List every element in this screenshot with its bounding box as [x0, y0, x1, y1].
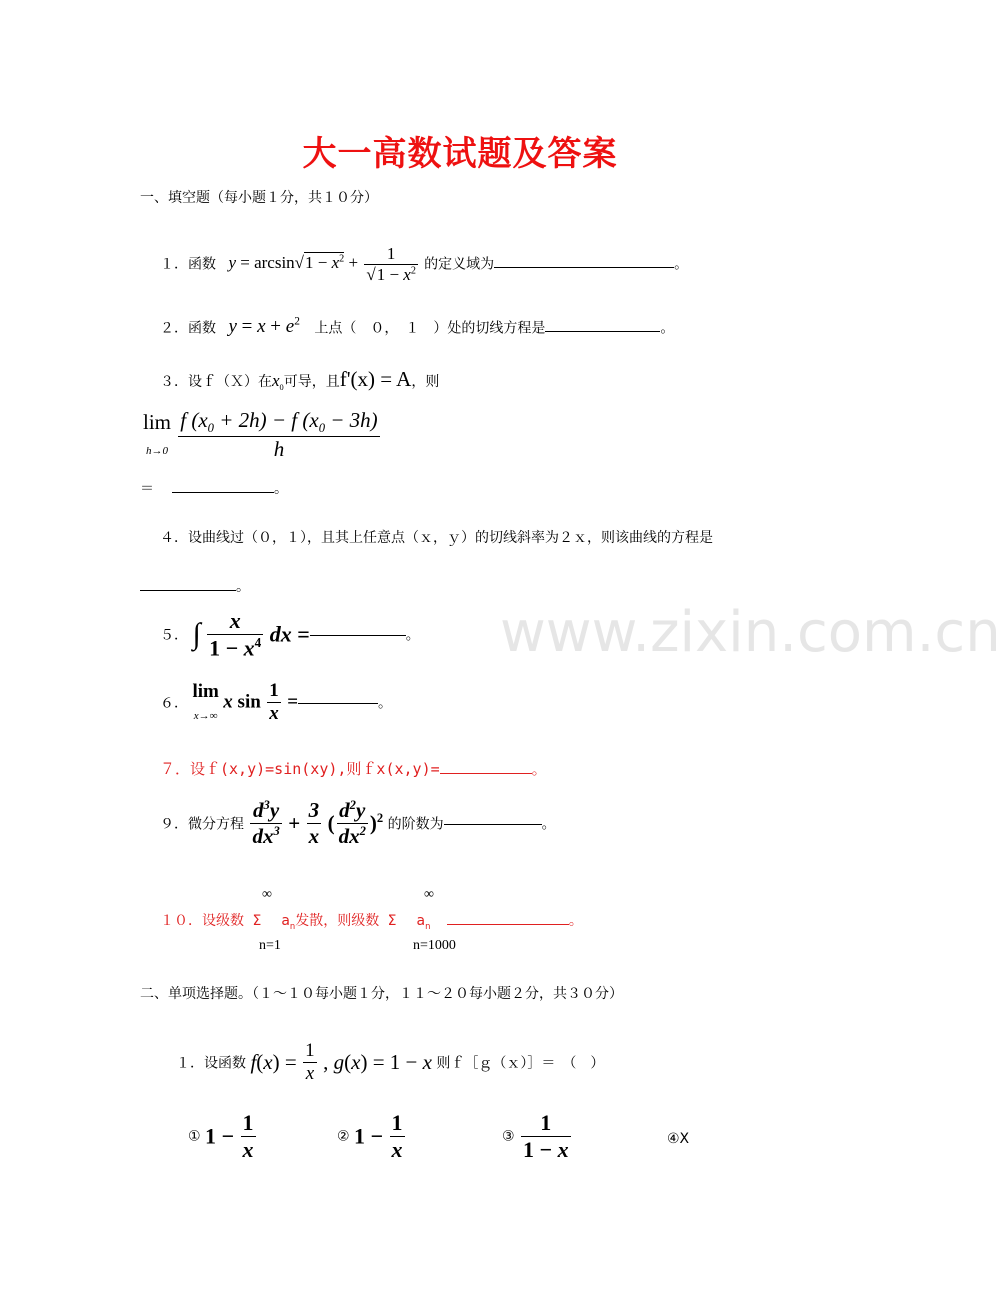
integral-sign: ∫ [192, 617, 201, 651]
question-1-2: ２．函数 $y = x + e^2$ 上点（ ０， １ ）处的切线方程是 。 [160, 316, 675, 338]
sum-upper-1: ∞ [262, 887, 272, 902]
answer-blank[interactable] [140, 589, 236, 591]
question-1-5: ５． ∫ $\frac{x}{1 - x^4}$ dx = 。 [160, 608, 420, 661]
answer-blank[interactable] [172, 491, 274, 493]
answer-blank[interactable] [545, 330, 660, 332]
watermark: www.zixin.com.cn [500, 600, 1001, 665]
sum-lower-1: n=1 [259, 938, 281, 953]
question-2-1: １．设函数 f(x) = $\frac{1}{x}$ , g(x) = 1 − x 则ｆ［ｇ（ｘ）］＝ （ ） [176, 1040, 605, 1084]
sigma-symbol: Σ [387, 913, 397, 929]
sum-lower-2: n=1000 [413, 938, 456, 953]
question-1-7: ７．设ｆ(x,y)=sin(xy),则ｆx(x,y)= 。 [160, 760, 547, 778]
formula-domain: $y = \arcsin√1 - x^2$ + $\frac{1}{√1 - x^2}$ [228, 244, 416, 284]
question-1-4: ４．设曲线过（０，１），且其上任意点（ｘ，ｙ）的切线斜率为２ｘ，则该曲线的方程是 [160, 530, 713, 546]
formula-tangent: $y = x + e^2$ [228, 316, 300, 338]
question-1-3-answer: ＝ 。 [140, 481, 288, 497]
formula-derivative: f'(x) = A [339, 367, 412, 391]
sum-upper-2: ∞ [424, 887, 434, 902]
section-1-heading: 一、填空题（每小题１分，共１０分） [140, 190, 378, 206]
option-3[interactable]: ③ $\frac{1}{1 - x}$ [502, 1110, 569, 1162]
option-2[interactable]: ② 1 − $\frac{1}{x}$ [337, 1110, 403, 1162]
question-1-10: １０．设级数 Σ $a_n$发散，则级数 Σ $a_n$ 。 [160, 913, 583, 931]
answer-blank[interactable] [298, 702, 378, 704]
formula-limit: lim h→0 $\frac{f (x_0 + 2h) - f (x_0 - 3h)}{h}$ [143, 408, 378, 462]
question-1-3: ３．设ｆ（Ｘ）在$x_0$可导，且f'(x) = A，则 [160, 367, 440, 392]
answer-blank[interactable] [440, 772, 532, 774]
question-1-6: ６． lim x→∞ x sin $\frac{1}{x}$ = 。 [160, 680, 393, 724]
answer-blank[interactable] [444, 823, 542, 825]
answer-blank[interactable] [494, 266, 674, 268]
sigma-symbol: Σ [252, 913, 262, 929]
section-2-heading: 二、单项选择题。（１～１０每小题１分，１１～２０每小题２分，共３０分） [140, 986, 623, 1002]
question-1-4-answer: 。 [140, 576, 250, 596]
answer-blank[interactable] [310, 634, 406, 636]
question-1-1: １．函数 $y = \arcsin√1 - x^2$ + $\frac{1}{√1 - x^2}$ 的定义域为 。 [160, 244, 689, 284]
answer-blank[interactable] [447, 923, 569, 925]
option-1[interactable]: ① 1 − $\frac{1}{x}$ [188, 1110, 254, 1162]
question-1-9: ９．微分方程 $\frac{d^3y}{dx^3}$ + $\frac{3}{x}$ ( $\frac{d^2y}{dx^2}$ )$^2$ 的阶数为 。 [160, 798, 556, 848]
option-4[interactable]: ④X [667, 1131, 690, 1147]
page-title: 大一高数试题及答案 [302, 134, 618, 174]
